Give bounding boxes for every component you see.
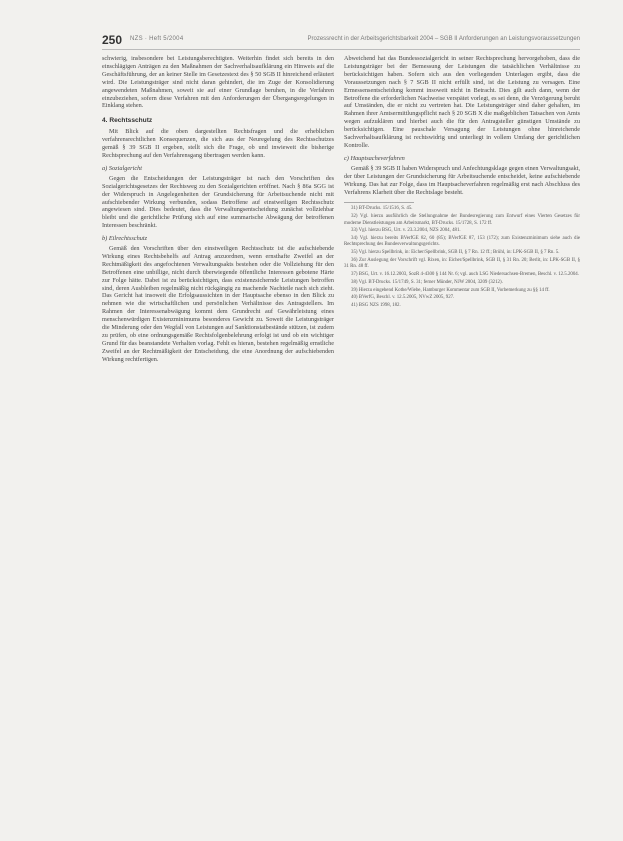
footnote: 41) BSG NZS 1998, 182. xyxy=(351,303,401,309)
footnote: 35) Vgl. hierzu Spellbrink, in: Eicher/Spellbrink, SGB II, § 7 Rn. 12 ff.; Brühl, in: LPK-SGB II, § 7 Rn. 5. xyxy=(351,250,560,256)
running-header xyxy=(88,33,580,50)
article-running-title: Prozessrecht in der Arbeitsgerichtsbarkeit 2004 – SGB II Anforderungen an Leistungsvoraussetzungen xyxy=(307,36,580,42)
footnote: 34) Vgl. hierzu bereits BVerfGE 82, 60 (85); BVerfGE 87, 153 (172); zum Existenzminimum siehe auch die Rechtsprechung des Bundesverwaltungsgerichts. xyxy=(344,236,580,248)
page-number: 250 xyxy=(102,33,123,47)
body-paragraph: Mit Blick auf die oben dargestellten Rechtsfragen und die erheblichen verfahrensrechtlichen Konsequenzen, die sich aus der Neuregelung des Rechtsschutzes gemäß § 39 SGB II ergeben, stellt sich die Frage, ob und inwieweit die bisherige Rechtsprechung auf den Verfahrensgang übertragen werden kann. xyxy=(102,128,334,159)
footnote: 36) Zur Auslegung der Vorschrift vgl. Rixen, in: Eicher/Spellbrink, SGB II, § 31 Rn. 20; Berlit, in: LPK-SGB II, § 31 Rn. 48 ff. xyxy=(344,257,580,270)
body-paragraph: Gegen die Entscheidungen der Leistungsträger ist nach den Vorschriften des Sozialgerichtsgesetzes der Rechtsweg zu den Sozialgerichten eröffnet. Nach § 86a SGG ist der Widerspruch in Angelegenheiten der Grundsicherung für Arbeitsuchende nicht mit aufschiebender Wirkung verbunden, sodass Betroffene auf einstweiligen Rechtsschutz angewiesen sind. Dies bedeutet, dass die Verwaltungsentscheidung zunächst vollziehbar bleibt und die gerichtliche Prüfung sich auf eine summarische Abwägung der betroffenen Interessen beschränkt. xyxy=(102,174,334,230)
subsection-heading: c) Hauptsacheverfahren xyxy=(344,154,405,162)
section-heading: 4. Rechtsschutz xyxy=(102,117,153,125)
footnote: 33) Vgl. hierzu BSG, Urt. v. 23.3.2004, NZS 2004, 481. xyxy=(351,228,461,234)
body-paragraph: Gemäß den Vorschriften über den einstweiligen Rechtsschutz ist die aufschiebende Wirkung eines Rechtsbehelfs auf Antrag anzuordnen, wenn ernsthafte Zweifel an der Rechtmäßigkeit des angefochtenen Verwaltungsakts bestehen oder die Vollziehung für den Betroffenen eine unbillige, nicht durch überwiegende öffentliche Interessen gebotene Härte zur Folge hätte. Dabei ist zu berücksichtigen, dass existenzsichernde Leistungen betroffen sind, deren Ausbleiben regelmäßig nicht rückgängig zu machende Nachteile nach sich zieht. Das Gericht hat insoweit die Erfolgsaussichten in der Hauptsache ebenso in den Blick zu nehmen wie die wirtschaftlichen und persönlichen Verhältnisse des Antragstellers. Im Rahmen der Interessenabwägung kommt dem Grundrecht auf Gewährleistung eines menschenwürdigen Existenzminimums besonderes Gewicht zu. Soweit die Leistungsträger die Minderung oder den Wegfall von Leistungen auf Sanktionstatbestände stützen, ist zudem zu prüfen, ob eine ordnungsgemäße Rechtsfolgenbelehrung erfolgt ist und ob ein wichtiger Grund für das beanstandete Verhalten vorlag. Fehlt es hieran, bestehen regelmäßig ernstliche Zweifel an der Rechtmäßigkeit der Entscheidung, die eine Anordnung der aufschiebenden Wirkung rechtfertigen. xyxy=(102,245,334,363)
body-paragraph: Gemäß § 39 SGB II haben Widerspruch und Anfechtungsklage gegen einen Verwaltungsakt, der über Leistungen der Grundsicherung für Arbeitsuchende entscheidet, keine aufschiebende Wirkung. Das hat zur Folge, dass im Hauptsacheverfahren regelmäßig erst nach Abschluss des Verfahrens Klarheit über die Rechtslage besteht. xyxy=(344,164,580,196)
footnote: 38) Vgl. BT-Drucks. 15/1749, S. 31; ferner Münder, NJW 2004, 3209 (3212). xyxy=(351,279,503,285)
footnote: 31) BT-Drucks. 15/1516, S. 45. xyxy=(351,206,413,212)
footnote-rule xyxy=(344,202,414,203)
right-column xyxy=(344,55,580,311)
footnote: 40) BVerfG, Beschl. v. 12.5.2005, NVwZ 2005, 927. xyxy=(351,295,455,301)
footnote: 39) Hierzu eingehend Kothe/Wiebe, Hamburger Kommentar zum SGB II, Vorbemerkung zu §§ 14 ff. xyxy=(351,287,550,293)
body-paragraph: Abweichend hat das Bundessozialgericht in seiner Rechtsprechung hervorgehoben, dass die Leistungsträger bei der Bemessung der Leistungen die tatsächlichen Verhältnisse zu berücksichtigen haben. Sofern sich aus den vorliegenden Unterlagen ergibt, dass die Voraussetzungen nach § 7 SGB II nicht erfüllt sind, ist die Leistung zu versagen. Eine Ermessensentscheidung kommt insoweit nicht in Betracht. Dies gilt auch dann, wenn der Betroffene die erforderlichen Nachweise verspätet vorlegt, es sei denn, die Verzögerung beruht auf Umständen, die er nicht zu vertreten hat. Die Leistungsträger sind daher gehalten, im Rahmen ihrer Amtsermittlungspflicht nach § 20 SGB X die maßgeblichen Tatsachen von Amts wegen aufzuklären und hierbei auch die für den Antragsteller günstigen Umstände zu berücksichtigen. Eine pauschale Versagung der Leistungen ohne hinreichende Sachverhaltsaufklärung ist rechtswidrig und unterliegt in vollem Umfang der gerichtlichen Kontrolle. xyxy=(344,55,580,149)
body-paragraph: schwierig, insbesondere bei Leistungsberechtigten. Weiterhin findet sich bereits in den einschlägigen Anträgen zu den Maßnahmen der Sachverhaltsaufklärung ein Hinweis auf die Geschäftsführung, der an keiner Stelle im Gesetzestext des § 50 SGB II hinreichend erläutert wird. Die Leistungsträger sind nicht daran gehindert, die im Zuge der Konsolidierung angewendeten Maßnahmen, soweit sie auf einer Grundlage beruhen, in die Verfahren einzubeziehen, sofern diese Verfahren mit den Anforderungen der Übergangsregelungen in Einklang stehen. xyxy=(102,55,334,110)
footnotes xyxy=(344,206,580,309)
journal-reference: NZS · Heft 5/2004 xyxy=(130,36,184,42)
footnote: 32) Vgl. hierzu ausführlich die Stellungnahme der Bundesregierung zum Entwurf eines Vierten Gesetzes für moderne Dienstleistungen am Arbeitsmarkt, BT-Drucks. 15/1728, S. 172 ff. xyxy=(344,214,580,226)
left-column xyxy=(102,55,334,365)
footnote: 37) BSG, Urt. v. 16.12.2003, SozR 4-4300 § 144 Nr. 6; vgl. auch LSG Niedersachsen-Bremen, Beschl. v. 12.5.2004. xyxy=(351,272,579,278)
header-rule xyxy=(102,49,580,50)
subsection-heading: b) Eilrechtsschutz xyxy=(102,235,148,243)
subsection-heading: a) Sozialgericht xyxy=(102,164,143,172)
